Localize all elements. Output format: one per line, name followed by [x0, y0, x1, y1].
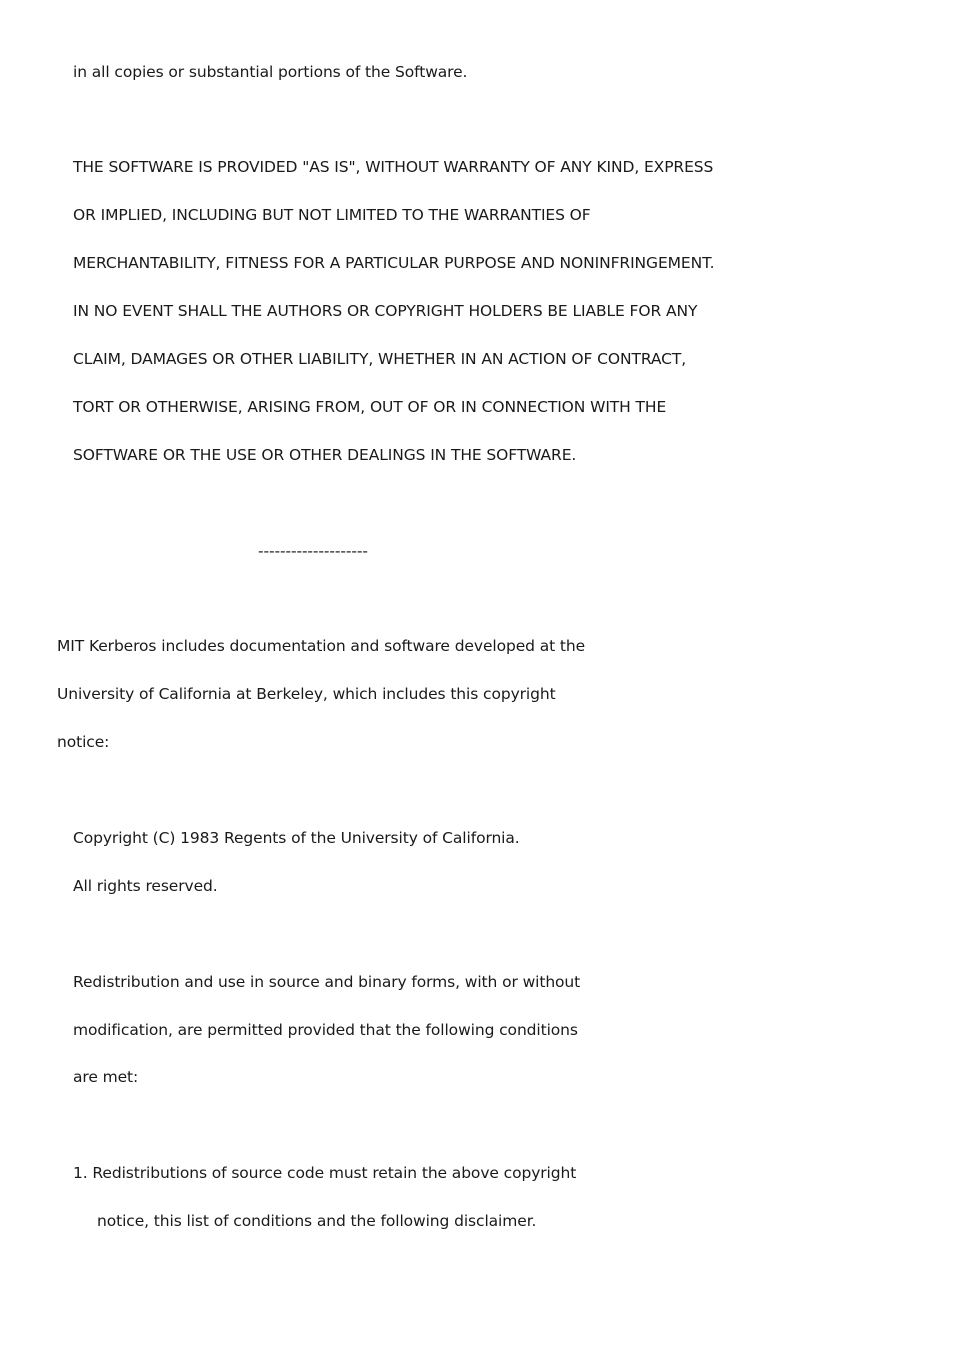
- license-text-line: in all copies or substantial portions of the Software.: [73, 63, 468, 81]
- warranty-disclaimer-line: MERCHANTABILITY, FITNESS FOR A PARTICULAR PURPOSE AND NONINFRINGEMENT.: [73, 254, 715, 272]
- copyright-notice-line: All rights reserved.: [73, 877, 218, 895]
- redistribution-clause-line: Redistribution and use in source and binary forms, with or without: [73, 973, 581, 991]
- warranty-disclaimer-line: TORT OR OTHERWISE, ARISING FROM, OUT OF OR IN CONNECTION WITH THE: [73, 398, 667, 416]
- condition-item-line: notice, this list of conditions and the following disclaimer.: [97, 1212, 537, 1230]
- condition-item-line: 1. Redistributions of source code must retain the above copyright: [73, 1164, 577, 1182]
- warranty-disclaimer-line: SOFTWARE OR THE USE OR OTHER DEALINGS IN THE SOFTWARE.: [73, 446, 577, 464]
- redistribution-clause-line: modification, are permitted provided that the following conditions: [73, 1021, 578, 1039]
- warranty-disclaimer-line: THE SOFTWARE IS PROVIDED "AS IS", WITHOUT WARRANTY OF ANY KIND, EXPRESS: [73, 158, 714, 176]
- warranty-disclaimer-line: IN NO EVENT SHALL THE AUTHORS OR COPYRIGHT HOLDERS BE LIABLE FOR ANY: [73, 302, 698, 320]
- intro-paragraph-line: notice:: [57, 733, 110, 751]
- intro-paragraph-line: University of California at Berkeley, which includes this copyright: [57, 685, 556, 703]
- redistribution-clause-line: are met:: [73, 1068, 139, 1086]
- warranty-disclaimer-line: CLAIM, DAMAGES OR OTHER LIABILITY, WHETHER IN AN ACTION OF CONTRACT,: [73, 350, 687, 368]
- intro-paragraph-line: MIT Kerberos includes documentation and software developed at the: [57, 637, 586, 655]
- warranty-disclaimer-line: OR IMPLIED, INCLUDING BUT NOT LIMITED TO THE WARRANTIES OF: [73, 206, 591, 224]
- section-separator: --------------------: [258, 542, 368, 560]
- copyright-notice-line: Copyright (C) 1983 Regents of the University of California.: [73, 829, 520, 847]
